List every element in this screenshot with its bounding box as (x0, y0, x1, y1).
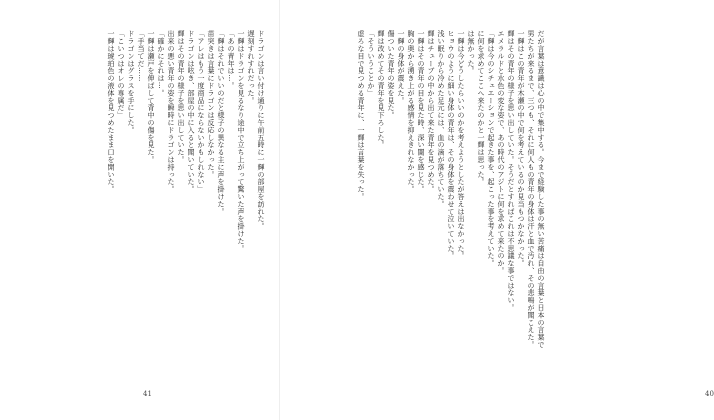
right-page-number: 40 (705, 390, 714, 398)
right_page-line: 傷ついた青年の姿を見た。 (387, 30, 395, 119)
left_page-line: 一輝は琥珀色の液体を見つめたまま口を開いた。 (107, 30, 115, 193)
right_page-line: に何を求めてここへ来たのかと一輝は思った。 (477, 30, 485, 186)
left_page-line: 「あの青年は…。 (227, 30, 235, 90)
right_page-line: 一輝はその青年の目を見た時、深い闇を感じた。 (417, 30, 425, 193)
right_page-line: は無かった。 (467, 30, 475, 75)
right-page (280, 0, 714, 420)
left_page-line: 「確かにそれは…。 (157, 30, 165, 97)
left_page-line: 一輝は瀬戸を伸ばして背中の傷を見た。 (147, 30, 155, 164)
right_page-line: 一輝はこの青年が木瀬の中で何を考えているのか見当もつかなかった。 (517, 30, 525, 267)
left-page-number: 41 (143, 390, 152, 398)
left_page-line: 輝はその青年の様子を思い出していた。 (177, 30, 185, 164)
left-page-body-text (14, 30, 266, 378)
right_page-line: 「そういうことか」 (367, 30, 375, 97)
left_page-line: ドラゴンは呟き、部屋の中に入ると聞いていた。 (187, 30, 195, 193)
left_page-line: 「手当てだ…… (137, 30, 145, 82)
right_page-line: エメラルドと水色の変な姿で、あの時代のアジトに何を求めて来たのか。 (497, 30, 505, 275)
left_page-line: ドラゴンはグラスを手にした。 (127, 30, 135, 134)
left_page-line: 遅刻すれすれだった。 (247, 30, 255, 104)
right_page-line: 一輝の身体が震えた。 (397, 30, 405, 104)
right_page-line: 虚ろな目で見つめる青年に、一輝は言葉を失った。 (357, 30, 365, 201)
right-page-body-text (298, 30, 546, 378)
right_page-line: 男たちが来るまで、三つも、それに何人もの青年の身体は汗と血で汚れ、その悲鳴が聞こえた。 (527, 30, 535, 349)
right_page-line: だが言葉は意識は心の中で集中する。今まで経験した事の無い苦痛は自由の言葉と日本の言葉で (537, 30, 545, 349)
right_page-line: 輝はチューブの中から出て来た青年を見つめた。 (427, 30, 435, 193)
left-page (0, 0, 280, 420)
right_page-line: 浅い眠りから冷めた足元には、血の滴が落ちていた。 (437, 30, 445, 208)
right_page-line: 一輝は今どうしたらいいのかを考えようとしたが答えは出なかった。 (457, 30, 465, 260)
right_page-line: 輝は改めてその青年を見下ろした。 (377, 30, 385, 149)
right_page-line: ヒョウのように細い身体の青年は、その身体を震わせて泣いていた。 (447, 30, 455, 260)
right_page-line: 「輝は今のシチュエーションで起きた事を、起こった事を考えていた。 (487, 30, 495, 267)
left_page-line: 「こいつはオレの専属だ」 (117, 30, 125, 119)
left_page-line: 「アレはもう一度商品にならないかもしれない」 (197, 30, 205, 193)
left_page-line: ドラゴンは言い付け通りに午前五時に一輝の部屋を訪れた。 (257, 30, 265, 230)
left_page-line: 苗突きは言葉にドラゴンは反応しなかった。 (207, 30, 215, 178)
left_page-line: 出来の悪い青年の姿を瞬時にドラゴンは持った。 (167, 30, 175, 193)
left_page-line: 「輝はそれでいいのだと様子の異なる主に声を掛けた。 (217, 30, 225, 215)
right_page-line: 胸の奥から湧き上がる感情を抑えきれなかった。 (407, 30, 415, 193)
left_page-line: 一輝はドラゴンを見るなり途中で立ち上がって驚いた声を掛けた。 (237, 30, 245, 252)
right_page-line: 輝はその青年の様子を思い出していた。そうだとすればこれは不思議な事ではない。 (507, 30, 515, 312)
